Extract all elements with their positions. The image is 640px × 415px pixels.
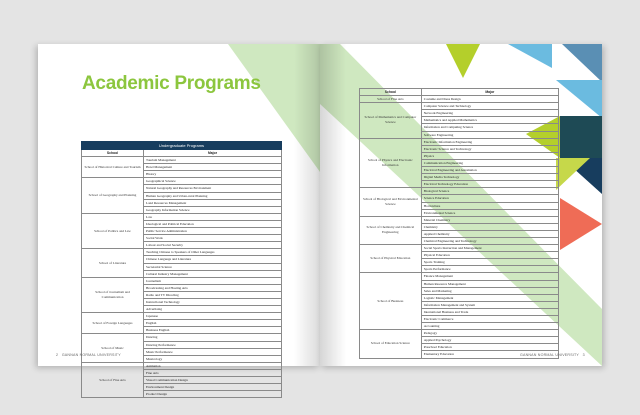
- table-row: [82, 213, 282, 220]
- school-column-header: School: [82, 150, 144, 157]
- school-cell: School of Education Science: [360, 330, 422, 358]
- table-row: [360, 96, 559, 103]
- sky-triangle: [556, 80, 602, 118]
- major-cell: English: [144, 320, 282, 327]
- table-row: [360, 330, 559, 337]
- school-cell: School of Chemistry and Chemical Engineering: [360, 216, 422, 244]
- school-cell: School of Physics and Electronic Information: [360, 138, 422, 188]
- university-name: GANNAN NORMAL UNIVERSITY: [61, 353, 121, 357]
- school-cell: School of Geography and Planning: [82, 178, 144, 213]
- table-row: [360, 216, 559, 223]
- major-cell: Dancing: [144, 334, 282, 341]
- school-cell: School of Historical Culture and Tourism: [82, 157, 144, 178]
- major-cell: Electronic Science and Technology: [421, 145, 558, 152]
- major-column-header: Major: [144, 150, 282, 157]
- major-cell: Physics: [421, 152, 558, 159]
- school-cell: School of Fine Arts: [82, 362, 144, 397]
- major-cell: Natural Geography and Resources Environment: [144, 185, 282, 192]
- right-footer: [520, 353, 585, 357]
- major-cell: Geographical Science: [144, 178, 282, 185]
- major-cell: Japanese: [144, 313, 282, 320]
- major-cell: Animation: [144, 362, 282, 369]
- school-cell: School of Mathematics and Computer Science: [360, 103, 422, 138]
- major-cell: Human Resource Management: [421, 280, 558, 287]
- major-cell: Advertising: [144, 306, 282, 313]
- major-cell: Musicology: [144, 355, 282, 362]
- table-caption-row: [82, 142, 282, 150]
- major-cell: Electrical Engineering and Automation: [421, 167, 558, 174]
- major-cell: Chinese Language and Literature: [144, 256, 282, 263]
- table-row: [82, 157, 282, 164]
- spine-shadow: [320, 44, 346, 366]
- major-cell: Communication Engineering: [421, 159, 558, 166]
- major-cell: Law: [144, 213, 282, 220]
- right-page: [320, 44, 602, 366]
- page-title: Academic Programs: [82, 73, 261, 94]
- table-caption: Undergraduate Programs: [82, 142, 282, 150]
- major-cell: Applied Chemistry: [421, 230, 558, 237]
- table-row: [82, 249, 282, 256]
- major-cell: Sales and Marketing: [421, 287, 558, 294]
- major-cell: Preschool Education: [421, 344, 558, 351]
- table-row: [82, 362, 282, 369]
- table-row: [360, 103, 559, 110]
- spine-shadow: [294, 44, 320, 366]
- major-cell: Instructional Technology: [144, 298, 282, 305]
- left-footer: [56, 353, 121, 357]
- major-cell: Pedagogy: [421, 330, 558, 337]
- major-cell: Journalism: [144, 277, 282, 284]
- school-cell: School of Politics and Law: [82, 213, 144, 248]
- major-cell: History: [144, 171, 282, 178]
- major-cell: Costume and Dress Design: [421, 96, 558, 103]
- school-cell: School of Business: [360, 273, 422, 330]
- school-cell: School of Fine Arts: [360, 96, 422, 103]
- major-cell: Chemical Engineering and Technology: [421, 237, 558, 244]
- major-cell: Physical Education: [421, 252, 558, 259]
- major-cell: Business English: [144, 327, 282, 334]
- school-cell: School of Biological and Environmental Science: [360, 188, 422, 216]
- major-cell: Dancing Performance: [144, 341, 282, 348]
- major-cell: Sports Training: [421, 259, 558, 266]
- major-cell: Labour and Social Security: [144, 242, 282, 249]
- major-cell: Broadcasting and Hosting Arts: [144, 284, 282, 291]
- major-cell: Cultural Industry Management: [144, 270, 282, 277]
- teal-square: [560, 116, 602, 158]
- major-cell: Product Design: [144, 391, 282, 398]
- sky-triangle: [508, 44, 552, 68]
- page-number: 2: [56, 353, 59, 357]
- major-cell: Ideological and Political Education: [144, 220, 282, 227]
- table-row: [82, 313, 282, 320]
- major-cell: Finance Management: [421, 273, 558, 280]
- lime-triangle: [446, 44, 480, 78]
- major-cell: Social Work: [144, 235, 282, 242]
- major-cell: Information and Computing Science: [421, 124, 558, 131]
- major-cell: Electronic Commerce: [421, 316, 558, 323]
- major-cell: Biological Science: [421, 188, 558, 195]
- table-header-row: [82, 150, 282, 157]
- school-column-header: School: [360, 89, 422, 96]
- major-cell: Horticulture: [421, 202, 558, 209]
- major-cell: Public Service Administration: [144, 228, 282, 235]
- table-row: [360, 273, 559, 280]
- table-row: [360, 188, 559, 195]
- major-cell: Electrical Technology Education: [421, 181, 558, 188]
- major-cell: Electronic Information Engineering: [421, 138, 558, 145]
- table-row: [360, 245, 559, 252]
- table-row: [82, 178, 282, 185]
- undergraduate-programs-table: [81, 141, 282, 398]
- major-cell: Teaching Chinese to Speakers of Other Languages: [144, 249, 282, 256]
- major-cell: Chemistry: [421, 223, 558, 230]
- major-cell: Sports Performance: [421, 266, 558, 273]
- school-cell: School of Foreign Languages: [82, 313, 144, 334]
- table-header-row: [360, 89, 559, 96]
- major-cell: Network Engineering: [421, 110, 558, 117]
- major-cell: Human Geography and Urban-rural Planning: [144, 192, 282, 199]
- table-row: [360, 138, 559, 145]
- major-cell: Software Engineering: [421, 131, 558, 138]
- school-cell: School of Music: [82, 334, 144, 362]
- major-cell: Science Education: [421, 195, 558, 202]
- major-cell: Environmental Science: [421, 209, 558, 216]
- school-cell: School of Journalism and Communication: [82, 277, 144, 312]
- major-cell: Accounting: [421, 323, 558, 330]
- school-cell: School of Physical Education: [360, 245, 422, 273]
- major-cell: Fine Arts: [144, 369, 282, 376]
- school-cell: School of Literature: [82, 249, 144, 277]
- table-row: [82, 334, 282, 341]
- university-name: GANNAN NORMAL UNIVERSITY: [520, 353, 579, 357]
- programs-table-continued: [359, 88, 559, 359]
- major-cell: Hotel Management: [144, 164, 282, 171]
- major-cell: Visual Communication Design: [144, 377, 282, 384]
- major-cell: Mathematics and Applied Mathematics: [421, 117, 558, 124]
- major-cell: Secretarial Science: [144, 263, 282, 270]
- major-cell: Radio and TV Directing: [144, 291, 282, 298]
- major-cell: Information Management and System: [421, 301, 558, 308]
- steel-triangle: [562, 44, 602, 82]
- major-cell: Elementary Education: [421, 351, 558, 358]
- major-cell: Social Sports Instruction and Management: [421, 245, 558, 252]
- major-cell: Material Chemistry: [421, 216, 558, 223]
- page-number: 3: [582, 353, 585, 357]
- major-cell: Computer Science and Technology: [421, 103, 558, 110]
- major-cell: Tourism Management: [144, 157, 282, 164]
- major-cell: International Business and Trade: [421, 308, 558, 315]
- major-column-header: Major: [421, 89, 558, 96]
- major-cell: Logistic Management: [421, 294, 558, 301]
- coral-triangle: [560, 198, 602, 250]
- major-cell: Geography Information Science: [144, 206, 282, 213]
- major-cell: Land Resources Management: [144, 199, 282, 206]
- major-cell: Environment Design: [144, 384, 282, 391]
- major-cell: Applied Psychology: [421, 337, 558, 344]
- major-cell: Digital Media Technology: [421, 174, 558, 181]
- table-row: [82, 277, 282, 284]
- left-page: [38, 44, 320, 397]
- major-cell: Music Performance: [144, 348, 282, 355]
